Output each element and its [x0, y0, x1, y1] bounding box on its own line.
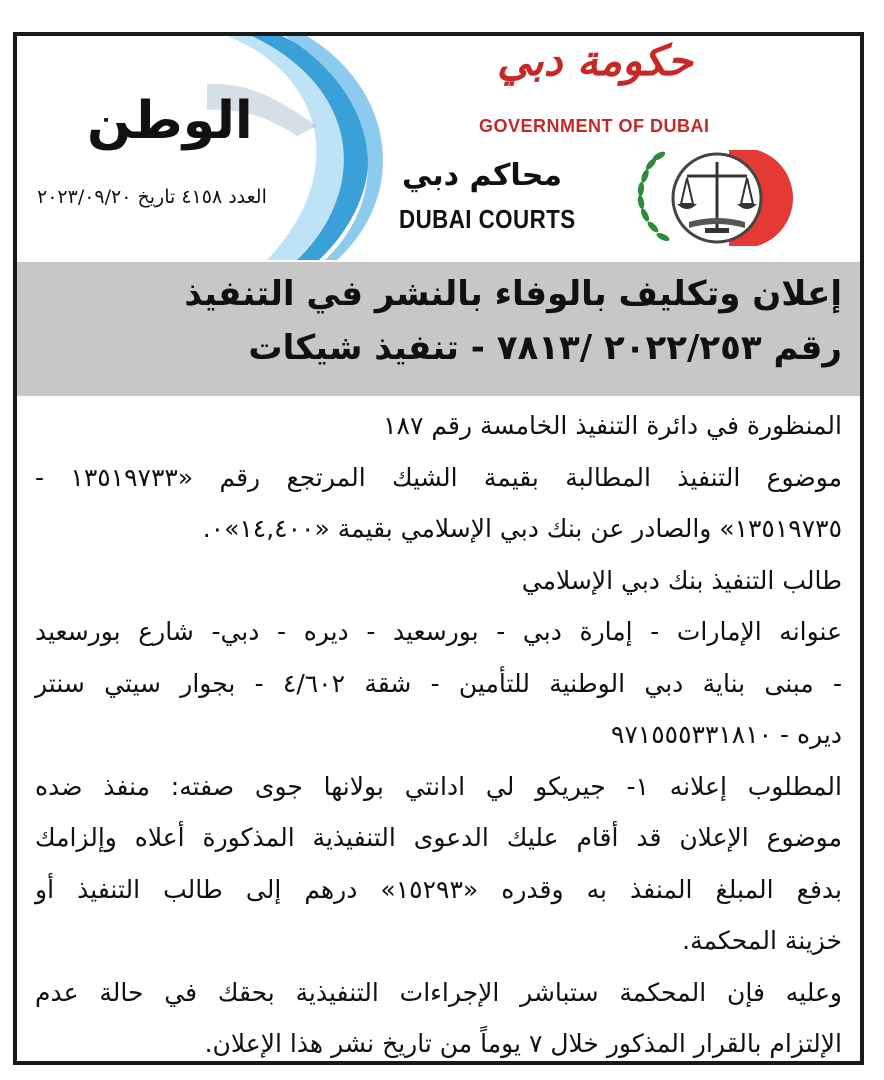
- body-line: ديره - ٩٧١٥٥٥٣٣١٨١٠: [610, 720, 842, 749]
- body-line: بدفع المبلغ المنفذ به وقدره «١٥٢٩٣» درهم إلى طالب التنفيذ أو: [35, 874, 842, 904]
- body-line: خزينة المحكمة.: [682, 926, 842, 955]
- announcement-body: [17, 400, 860, 1065]
- header: [17, 36, 860, 260]
- body-line: ١٣٥١٩٧٣٥» والصادر عن بنك دبي الإسلامي بقيمة «١٤,٤٠٠»٠.: [202, 514, 842, 543]
- body-line: عنوانه الإمارات - إمارة دبي - بورسعيد - ديره - دبي- شارع بورسعيد: [35, 617, 842, 646]
- government-arabic-logo: حكومة دبي: [497, 36, 693, 85]
- title-line-1: إعلان وتكليف بالوفاء بالنشر في التنفيذ: [184, 274, 842, 314]
- title-line-2: رقم ٢٠٢٢/٢٥٣ /٧٨١٣ - تنفيذ شيكات: [248, 328, 842, 368]
- body-line: الإلتزام بالقرار المذكور خلال ٧ يوماً من تاريخ نشر هذا الإعلان.: [204, 1029, 842, 1058]
- title-band: [17, 262, 860, 396]
- body-line: موضوع الإعلان قد أقام عليك الدعوى التنفيذية المذكورة أعلاه وإلزامك: [35, 823, 842, 852]
- issue-line: العدد ٤١٥٨ تاريخ ٢٠٢٣/٠٩/٢٠: [37, 186, 267, 208]
- courts-arabic-label: محاكم دبي: [402, 158, 562, 193]
- newspaper-logo: الوطن: [87, 91, 253, 151]
- body-line: وعليه فإن المحكمة ستباشر الإجراءات التنفيذية بحقك في حالة عدم: [35, 977, 842, 1007]
- body-line: - مبنى بناية دبي الوطنية للتأمين - شقة ٤/٦٠٢ - بجوار سيتي سنتر: [35, 668, 842, 698]
- body-line: المطلوب إعلانه ١- جيريكو لي ادانتي بولانها جوى صفته: منفذ ضده: [35, 771, 842, 801]
- government-english-label: GOVERNMENT OF DUBAI: [479, 116, 710, 136]
- body-line: طالب التنفيذ بنك دبي الإسلامي: [521, 565, 842, 595]
- body-line: المنظورة في دائرة التنفيذ الخامسة رقم ١٨٧: [383, 411, 842, 440]
- body-line: موضوع التنفيذ المطالبة بقيمة الشيك المرتجع رقم «١٣٥١٩٧٣٣ -: [35, 462, 842, 492]
- courts-scales-emblem-icon: [629, 144, 819, 252]
- announcement-frame: [13, 32, 864, 1065]
- courts-english-label: DUBAI COURTS: [399, 204, 576, 234]
